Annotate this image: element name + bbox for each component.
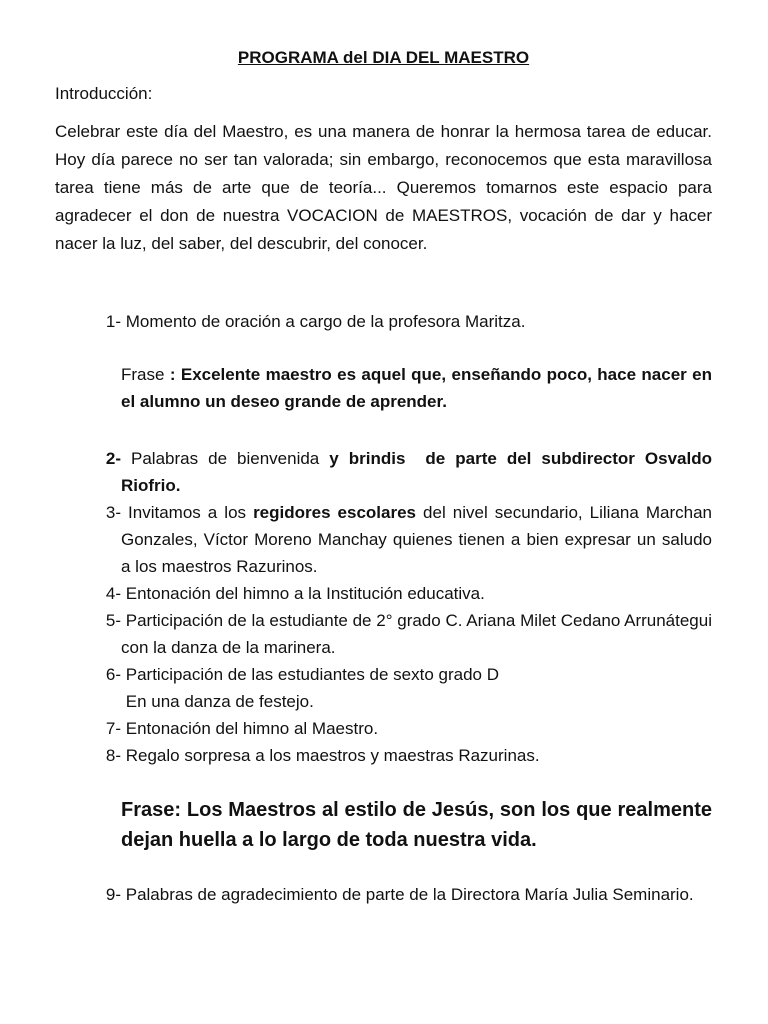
item-text-b: regidores escolares: [253, 503, 417, 522]
list-item: [55, 580, 712, 607]
item-text: [121, 580, 712, 607]
item-number: 6-: [105, 665, 121, 684]
item-text: [121, 607, 712, 661]
item-number: 8-: [105, 746, 121, 765]
item-text-a: Invitamos a los: [128, 503, 254, 522]
list-item: [55, 445, 717, 499]
item-text: [121, 881, 712, 908]
list-item: [55, 607, 712, 661]
item-text: [121, 742, 712, 769]
item-number: 9-: [105, 885, 121, 904]
item-text: [121, 308, 712, 335]
list-item: [55, 715, 712, 742]
item-text-c: de parte del subdirector Osvaldo Riofrio.: [121, 449, 717, 495]
item-text-content: Momento de oración a cargo de la profesora Maritza.: [125, 312, 526, 331]
quote-1-text: : Excelente maestro es aquel que, enseñando poco, hace nacer en el alumno un deseo grande de aprender.: [121, 365, 712, 411]
list-item: [55, 308, 712, 335]
item-text: [121, 715, 712, 742]
list-item: [55, 742, 712, 769]
item-number: 2-: [105, 449, 121, 468]
document-title: PROGRAMA del DIA DEL MAESTRO: [237, 48, 530, 67]
item-text-content: Regalo sorpresa a los maestros y maestras Razurinas.: [125, 746, 540, 765]
item-number: 5-: [105, 611, 121, 630]
spacer: [55, 855, 712, 881]
list-item: [55, 661, 712, 715]
list-item: [55, 881, 712, 908]
spacer: [55, 769, 712, 795]
item-text-a: Participación de las estudiantes de sexto grado D: [125, 665, 500, 684]
item-text-content: Palabras de agradecimiento de parte de la Directora María Julia Seminario.: [125, 885, 694, 904]
item-text-b: y brindis: [329, 449, 406, 468]
item-text-b: En una danza de festejo.: [125, 692, 314, 711]
spacer: [55, 415, 712, 445]
intro-label: Introducción:: [55, 84, 153, 103]
item-number: 3-: [105, 503, 121, 522]
list-item: [55, 499, 712, 580]
quote-2: Frase: Los Maestros al estilo de Jesús, son los que realmente dejan huella a lo largo de toda nuestra vida.: [121, 799, 712, 851]
item-text-a: Palabras de bienvenida: [131, 449, 330, 468]
item-text: [121, 499, 712, 580]
item-text-c: del nivel secundario, Liliana Marchan Gonzales, Víctor Moreno Manchay quienes tienen a bien expresar un saludo a los maestros Razurinos.: [121, 503, 712, 576]
item-text: [121, 445, 717, 499]
item-text: [121, 661, 712, 715]
item-text-content: Entonación del himno al Maestro.: [125, 719, 379, 738]
spacer: [55, 335, 712, 361]
program-list: [55, 308, 717, 908]
item-number: 4-: [105, 584, 121, 603]
quote-1-label: Frase: [121, 365, 170, 384]
item-number: 7-: [105, 719, 121, 738]
quote-1: [121, 361, 712, 415]
item-text-content: Entonación del himno a la Institución educativa.: [125, 584, 485, 603]
item-number: 1-: [105, 312, 121, 331]
item-text-content: Participación de la estudiante de 2° grado C. Ariana Milet Cedano Arrunátegui con la danza de la marinera.: [121, 611, 712, 657]
intro-paragraph: Celebrar este día del Maestro, es una manera de honrar la hermosa tarea de educar. Hoy día parece no ser tan valorada; sin embargo, reconocemos que esta maravillosa tarea tiene más de arte que de teoría... Queremos tomarnos este espacio para agradecer el don de nuestra VOCACION de MAESTROS, vocación de dar y hacer nacer la luz, del saber, del descubrir, del conocer.: [55, 122, 712, 253]
